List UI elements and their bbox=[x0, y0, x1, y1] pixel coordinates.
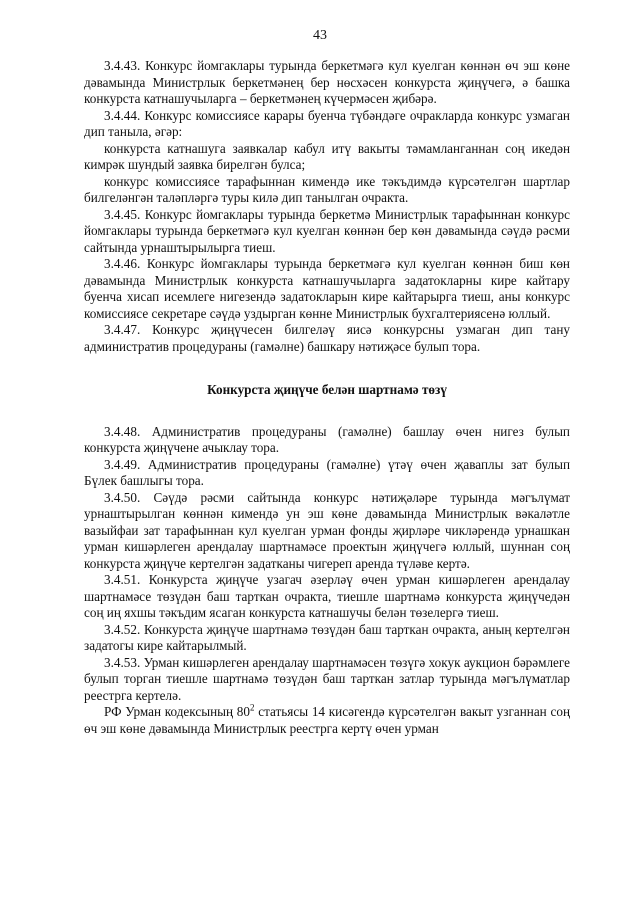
page-number: 43 bbox=[313, 28, 327, 43]
paragraph-3-4-53: 3.4.53. Урман кишәрлеген арендалау шартнамәсен төзүгә хокук аукцион бәрәмлеге булып торган тиешле шартнамә төзүдән баш тарткан затлар турында мәгълүматлар реестрга кертелә. bbox=[84, 654, 570, 703]
paragraph-condition-2: конкурс комиссиясе тарафыннан кимендә ике тәкъдимдә күрсәтелгән шартлар билгеләнгән таләпләргә туры килә дип танылган очракта. bbox=[84, 173, 570, 205]
section-heading: Конкурста җиңүче белән шартнамә төзү bbox=[207, 382, 447, 397]
paragraph-3-4-50: 3.4.50. Сәүдә рәсми сайтында конкурс нәтиҗәләре турында мәгълүмат урнаштырылган көннән кимендә ун эш көне дәвамында Министрлык вәкаләтле вазыйфаи зат тарафыннан кул куелган урман фонды җирләре чикләрендә урнашкан урман кишәрлеген арендалау шартнамәсе проектын җиңүчегә юллый, шуннан соң конкурста җиңүче кертелгән задатканы чигереп аренда түләве кертә. bbox=[84, 489, 570, 571]
paragraph-3-4-52: 3.4.52. Конкурста җиңүче шартнамә төзүдән баш тарткан очракта, аның кертелгән задатогы кире кайтарылмый. bbox=[84, 621, 570, 653]
paragraph-condition-1: конкурста катнашуга заявкалар кабул итү вакыты тәмамланганнан соң икедән кимрәк шундый заявка бирелгән булса; bbox=[84, 140, 570, 172]
final-superscript: 2 bbox=[249, 702, 255, 713]
paragraph-3-4-46: 3.4.46. Конкурс йомгаклары турында беркетмәгә кул куелган көннән биш көн дәвамында Министрлык конкурста катнашучыларга задатокларны кире кайтару буенча хисап исемлеге нигезендә задатокларын кире кайтарырга тиеш, аны конкурс комиссиясе секретаре сәүдә уздырган көнне Министрлык бухгалтериясенә юллый. bbox=[84, 256, 570, 321]
document-body bbox=[84, 58, 570, 737]
paragraph-3-4-45: 3.4.45. Конкурс йомгаклары турында беркетмә Министрлык тарафыннан конкурс йомгаклары турында беркетмәгә кул куелган көннән бер көн дәвамында сәүдә рәсми сайтында урнаштырылырга тиеш. bbox=[84, 206, 570, 255]
paragraph-3-4-49: 3.4.49. Административ процедураны (гамәлне) үтәү өчен җаваплы зат булып Бүлек башлыгы тора. bbox=[84, 456, 570, 488]
final-text-start: РФ Урман кодексының 80 bbox=[104, 704, 250, 719]
paragraph-3-4-51: 3.4.51. Конкурста җиңүче узагач әзерләү өчен урман кишәрлеген арендалау шартнамәсе төзүдән баш тарткан очракта, тиешле шартнамә конкурста җиңүчедән соң иң яхшы тәкъдим ясаган конкурста катнашучы белән төзелергә тиеш. bbox=[84, 572, 570, 620]
paragraph-3-4-44: 3.4.44. Конкурс комиссиясе карары буенча түбәндәге очракларда конкурс узмаган дип таныла, әгәр: bbox=[84, 107, 570, 139]
final-text-end: статьясы 14 кисәгендә күрсәтелгән вакыт узганнан соң өч эш көне дәвамында Министрлык реестрга кертү өчен урман bbox=[84, 704, 570, 736]
paragraph-3-4-47: 3.4.47. Конкурс җиңүчесен билгеләү яисә конкурсны узмаган дип тану административ процедураны (гамәлне) башкару нәтиҗәсе булып тора. bbox=[84, 322, 570, 354]
paragraph-3-4-43: 3.4.43. Конкурс йомгаклары турында беркетмәгә кул куелган көннән өч эш көне дәвамында Министрлык беркетмәнең бер нөсхәсен конкурста җиңүчегә, ә башка конкурста катнашучыларга – беркетмәнең күчермәсен җибәрә. bbox=[84, 58, 570, 106]
paragraph-3-4-48: 3.4.48. Административ процедураны (гамәлне) башлау өчен нигез булып конкурста җиңүчене ачыклау тора. bbox=[84, 423, 570, 455]
paragraph-final bbox=[84, 704, 570, 737]
